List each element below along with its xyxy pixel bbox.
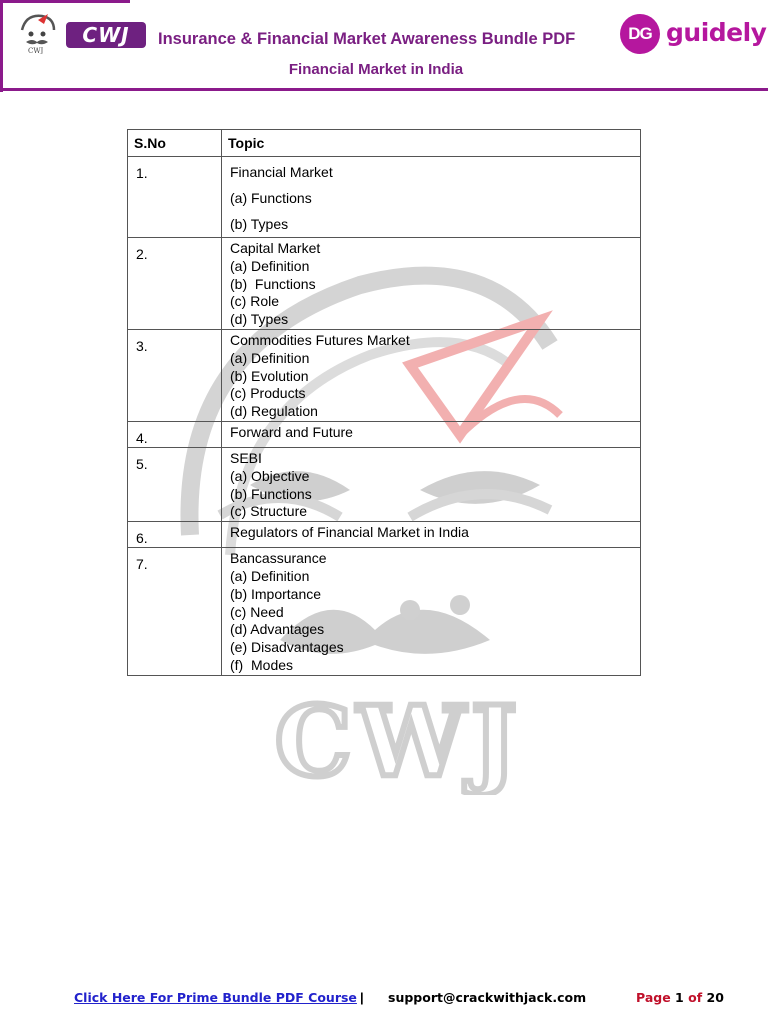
topic-line: (b) Importance [230,585,322,602]
topics-table [127,129,641,676]
row-topic [222,522,641,548]
topic-line: (a) Definition [230,349,310,366]
row-topic [222,447,641,521]
topic-line: (b) Types [230,216,289,232]
turban-mascot-icon [18,10,58,54]
footer-separator: | [360,990,364,1005]
page-indicator [636,990,724,1005]
table-row [128,421,641,447]
svg-text:CWJ: CWJ [28,47,44,54]
table-header-row [128,130,641,157]
guidely-logo-text: guidely [666,18,767,47]
topic-line: (b) Functions [230,485,312,502]
topic-line: Financial Market [230,164,333,180]
column-header-sno: S.No [128,130,222,157]
row-number: 4. [128,421,222,447]
topic-line: (c) Structure [230,503,308,520]
support-email[interactable]: support@crackwithjack.com [388,990,587,1005]
watermark-text: CWJ [275,685,523,795]
row-number: 7. [128,548,222,676]
topic-line: (a) Functions [230,190,312,206]
topic-line: (d) Types [230,311,289,328]
row-number: 3. [128,329,222,421]
topic-line: (a) Definition [230,257,310,274]
cwj-logo [18,10,148,60]
header-accent-bar [0,0,130,3]
row-number: 1. [128,157,222,238]
row-topic [222,238,641,330]
topic-line: (e) Disadvantages [230,639,344,656]
page-of: of [688,990,703,1005]
table-row [128,522,641,548]
header-divider [0,88,768,91]
topic-line: (c) Need [230,603,284,620]
table-row [128,238,641,330]
topic-line: (c) Role [230,293,280,310]
topic-line: Commodities Futures Market [230,331,410,348]
table-row [128,447,641,521]
row-number: 5. [128,447,222,521]
table-row [128,329,641,421]
topic-line: Capital Market [230,240,321,256]
cwj-brand-badge: CWJ [66,22,146,48]
topic-line: Regulators of Financial Market in India [230,524,469,541]
document-subtitle: Financial Market in India [288,61,464,78]
table-row [128,548,641,676]
topic-line: SEBI [230,449,262,466]
row-topic [222,329,641,421]
page-current: 1 [675,990,684,1005]
guidely-logo-icon: DG [620,14,660,54]
row-topic [222,548,641,676]
topic-line: Forward and Future [230,423,353,440]
topic-line: (d) Regulation [230,403,318,420]
topic-line: Bancassurance [230,550,327,567]
row-number: 2. [128,238,222,330]
prime-bundle-link[interactable]: Click Here For Prime Bundle PDF Course [74,990,357,1005]
document-title: Insurance & Financial Market Awareness Bundle PDF [158,30,576,48]
topic-line: (a) Objective [230,467,310,484]
guidely-logo [620,14,767,54]
header-left-bar [0,0,3,92]
topic-line: (b) Evolution [230,367,309,384]
row-topic [222,157,641,238]
topic-line: (a) Definition [230,567,310,584]
topic-line: (c) Products [230,385,306,402]
topic-line: (f) Modes [230,656,294,673]
table-row [128,157,641,238]
page-total: 20 [706,990,724,1005]
row-number: 6. [128,522,222,548]
page-label: Page [636,990,671,1005]
topic-line: (d) Advantages [230,621,325,638]
topic-line: (b) Functions [230,275,316,292]
row-topic [222,421,641,447]
column-header-topic: Topic [222,130,641,157]
page-footer [0,990,768,1010]
